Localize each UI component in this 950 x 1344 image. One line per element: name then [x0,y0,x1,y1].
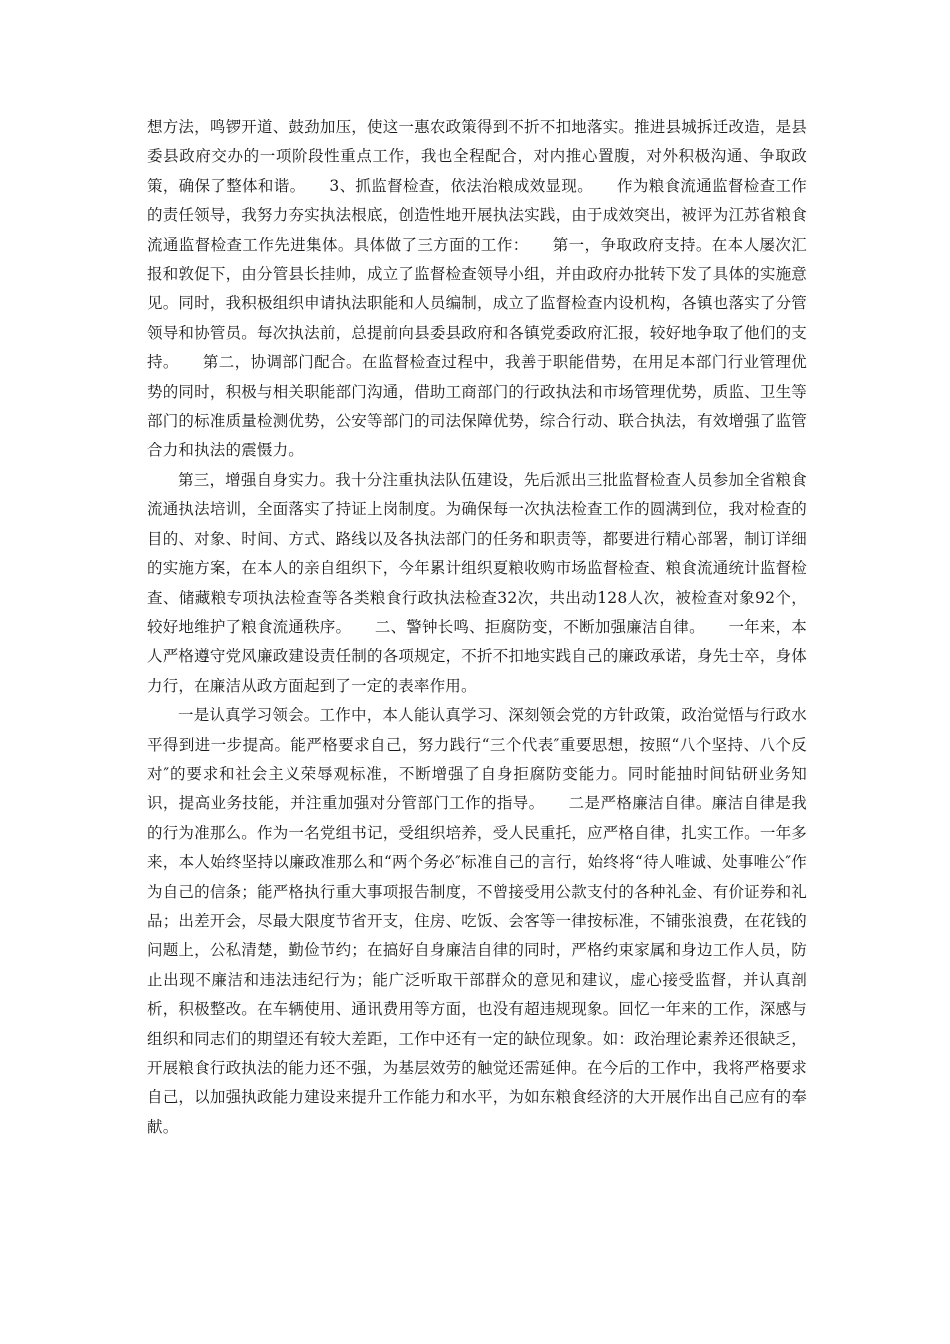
paragraph-2: 第三，增强自身实力。我十分注重执法队伍建设，先后派出三批监督检查人员参加全省粮食流通执法培训，全面落实了持证上岗制度。为确保每一次执法检查工作的圆满到位，我对检查的目的、对象、时间、方式、路线以及各执法部门的任务和职责等，都要进行精心部署，制订详细的实施方案，在本人的亲自组织下，今年累计组织夏粮收购市场监督检查、粮食流通统计监督检查、储藏粮专项执法检查等各类粮食行政执法检查32次，共出动128人次，被检查对象92个，较好地维护了粮食流通秩序。 二、警钟长鸣、拒腐防变，不断加强廉洁自律。 一年来，本人严格遵守党风廉政建设责任制的各项规定，不折不扣地实践自己的廉政承诺，身先士卒，身体力行，在廉洁从政方面起到了一定的表率作用。 [147,470,807,695]
paragraph-3: 一是认真学习领会。工作中，本人能认真学习、深刻领会党的方针政策，政治觉悟与行政水平得到进一步提高。能严格要求自己，努力践行“三个代表″重要思想，按照“八个坚持、八个反对″的要求和社会主义荣辱观标准，不断增强了自身拒腐防变能力。同时能抽时间钻研业务知识，提高业务技能，并注重加强对分管部门工作的指导。 二是严格廉洁自律。廉洁自律是我的行为准那么。作为一名党组书记，受组织培养，受人民重托，应严格自律，扎实工作。一年多来，本人始终坚持以廉政准那么和“两个务必″标准自己的言行，始终将“待人唯诚、处事唯公″作为自己的信条；能严格执行重大事项报告制度，不曾接受用公款支付的各种礼金、有价证券和礼品；出差开会，尽最大限度节省开支，住房、吃饭、会客等一律按标准，不铺张浪费，在花钱的问题上，公私清楚，勤俭节约；在搞好自身廉洁自律的同时，严格约束家属和身边工作人员，防止出现不廉洁和违法违纪行为；能广泛听取干部群众的意见和建议，虚心接受监督，并认真剖析，积极整改。在车辆使用、通讯费用等方面，也没有超违规现象。回忆一年来的工作，深感与组织和同志们的期望还有较大差距，工作中还有一定的缺位现象。如：政治理论素养还很缺乏，开展粮食行政执法的能力还不强，为基层效劳的触觉还需延伸。在今后的工作中，我将严格要求自己，以加强执政能力建设来提升工作能力和水平，为如东粮食经济的大开展作出自己应有的奉献。 [147,706,807,1136]
document-body [147,113,807,1142]
paragraph-1: 想方法，鸣锣开道、鼓劲加压，使这一惠农政策得到不折不扣地落实。推进县城拆迁改造，是县委县政府交办的一项阶段性重点工作，我也全程配合，对内推心置腹，对外积极沟通、争取政策，确保了整体和谐。 3、抓监督检查，依法治粮成效显现。 作为粮食流通监督检查工作的责任领导，我努力夯实执法根底，创造性地开展执法实践，由于成效突出，被评为江苏省粮食流通监督检查工作先进集体。具体做了三方面的工作： 第一，争取政府支持。在本人屡次汇报和敦促下，由分管县长挂帅，成立了监督检查领导小组，并由政府办批转下发了具体的实施意见。同时，我积极组织申请执法职能和人员编制，成立了监督检查内设机构，各镇也落实了分管领导和协管员。每次执法前，总提前向县委县政府和各镇党委政府汇报，较好地争取了他们的支持。 第二，协调部门配合。在监督检查过程中，我善于职能借势，在用足本部门行业管理优势的同时，积极与相关职能部门沟通，借助工商部门的行政执法和市场管理优势，质监、卫生等部门的标准质量检测优势，公安等部门的司法保障优势，综合行动、联合执法，有效增强了监管合力和执法的震慑力。 [147,118,807,460]
